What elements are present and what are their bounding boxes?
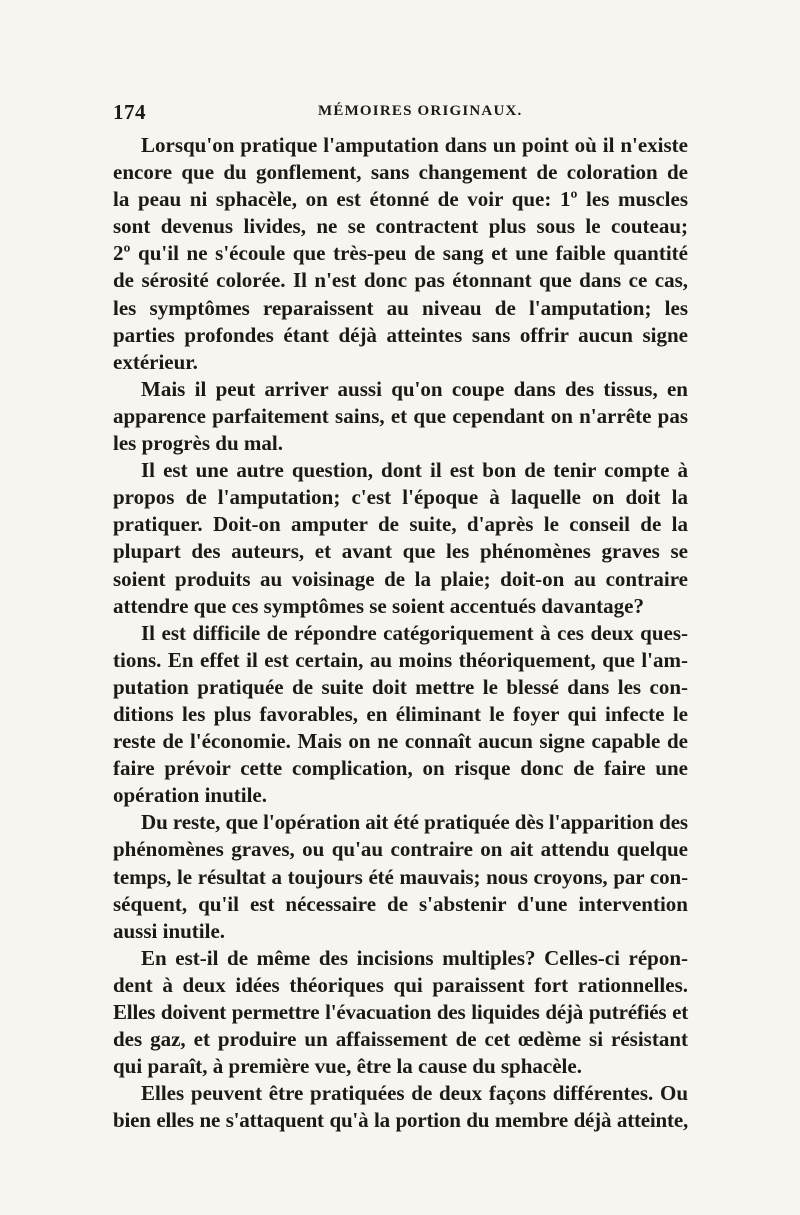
text-line: opération inutile. <box>113 783 268 808</box>
text-line: qui paraît, à première vue, être la cause du sphacèle. <box>113 1054 582 1079</box>
text-line: attendre que ces symptômes se soient accentués davantage? <box>113 593 644 618</box>
text-line: phénomènes graves, ou qu'au contraire on ait attendu quelque <box>113 837 688 862</box>
text-line: Du reste, que l'opération ait été pratiquée dès l'apparition des <box>141 810 688 835</box>
text-line: encore que du gonflement, sans changement de coloration de <box>113 160 688 185</box>
text-line: faire prévoir cette complication, on risque donc de faire une <box>113 756 688 781</box>
text-line: parties profondes étant déjà atteintes sans offrir aucun signe <box>113 322 688 347</box>
text-line: Mais il peut arriver aussi qu'on coupe dans des tissus, en <box>141 376 688 401</box>
text-line: soient produits au voisinage de la plaie; doit-on au contraire <box>113 566 688 591</box>
text-line: pratiquer. Doit-on amputer de suite, d'après le conseil de la <box>113 512 688 537</box>
text-line: plupart des auteurs, et avant que les phénomènes graves se <box>113 539 688 564</box>
text-line: la peau ni sphacèle, on est étonné de voir que: 1º les muscles <box>113 187 688 212</box>
text-line: dent à deux idées théoriques qui paraissent fort rationnelles. <box>113 972 688 997</box>
text-line: temps, le résultat a toujours été mauvais; nous croyons, par con- <box>113 864 688 889</box>
text-line: apparence parfaitement sains, et que cependant on n'arrête pas <box>113 403 688 428</box>
page-header <box>113 100 688 130</box>
text-line: Elles doivent permettre l'évacuation des liquides déjà putréfiés et <box>113 1000 688 1024</box>
text-line: 2º qu'il ne s'écoule que très-peu de sang et une faible quantité <box>113 241 688 266</box>
text-line: sont devenus livides, ne se contractent plus sous le couteau; <box>113 214 688 239</box>
text-line: extérieur. <box>113 349 198 374</box>
text-line: tions. En effet il est certain, au moins théoriquement, que l'am- <box>113 647 688 672</box>
text-line: les progrès du mal. <box>113 431 283 456</box>
body-text <box>113 132 688 1134</box>
text-line: Il est difficile de répondre catégoriquement à ces deux ques- <box>141 620 688 645</box>
page-number: 174 <box>113 100 146 124</box>
text-line: En est-il de même des incisions multiples? Celles-ci répon- <box>141 945 688 970</box>
text-line: les symptômes reparaissent au niveau de l'amputation; les <box>113 295 688 320</box>
text-line: reste de l'économie. Mais on ne connaît aucun signe capable de <box>113 729 688 754</box>
running-title: MÉMOIRES ORIGINAUX. <box>318 103 523 119</box>
text-line: Elles peuvent être pratiquées de deux façons différentes. Ou <box>141 1081 688 1106</box>
text-line: Lorsqu'on pratique l'amputation dans un point où il n'existe <box>141 133 688 157</box>
text-line: Il est une autre question, dont il est bon de tenir compte à <box>141 458 688 483</box>
text-line: aussi inutile. <box>113 918 226 943</box>
text-line: putation pratiquée de suite doit mettre le blessé dans les con- <box>113 674 688 699</box>
text-line: des gaz, et produire un affaissement de cet œdème si résistant <box>113 1027 688 1052</box>
text-line: de sérosité colorée. Il n'est donc pas étonnant que dans ce cas, <box>113 268 688 293</box>
text-line: propos de l'amputation; c'est l'époque à laquelle on doit la <box>113 485 688 510</box>
text-line: bien elles ne s'attaquent qu'à la portion du membre déjà atteinte, <box>113 1108 688 1133</box>
text-line: ditions les plus favorables, en éliminant le foyer qui infecte le <box>113 701 688 726</box>
text-line: séquent, qu'il est nécessaire de s'abstenir d'une intervention <box>113 891 688 916</box>
